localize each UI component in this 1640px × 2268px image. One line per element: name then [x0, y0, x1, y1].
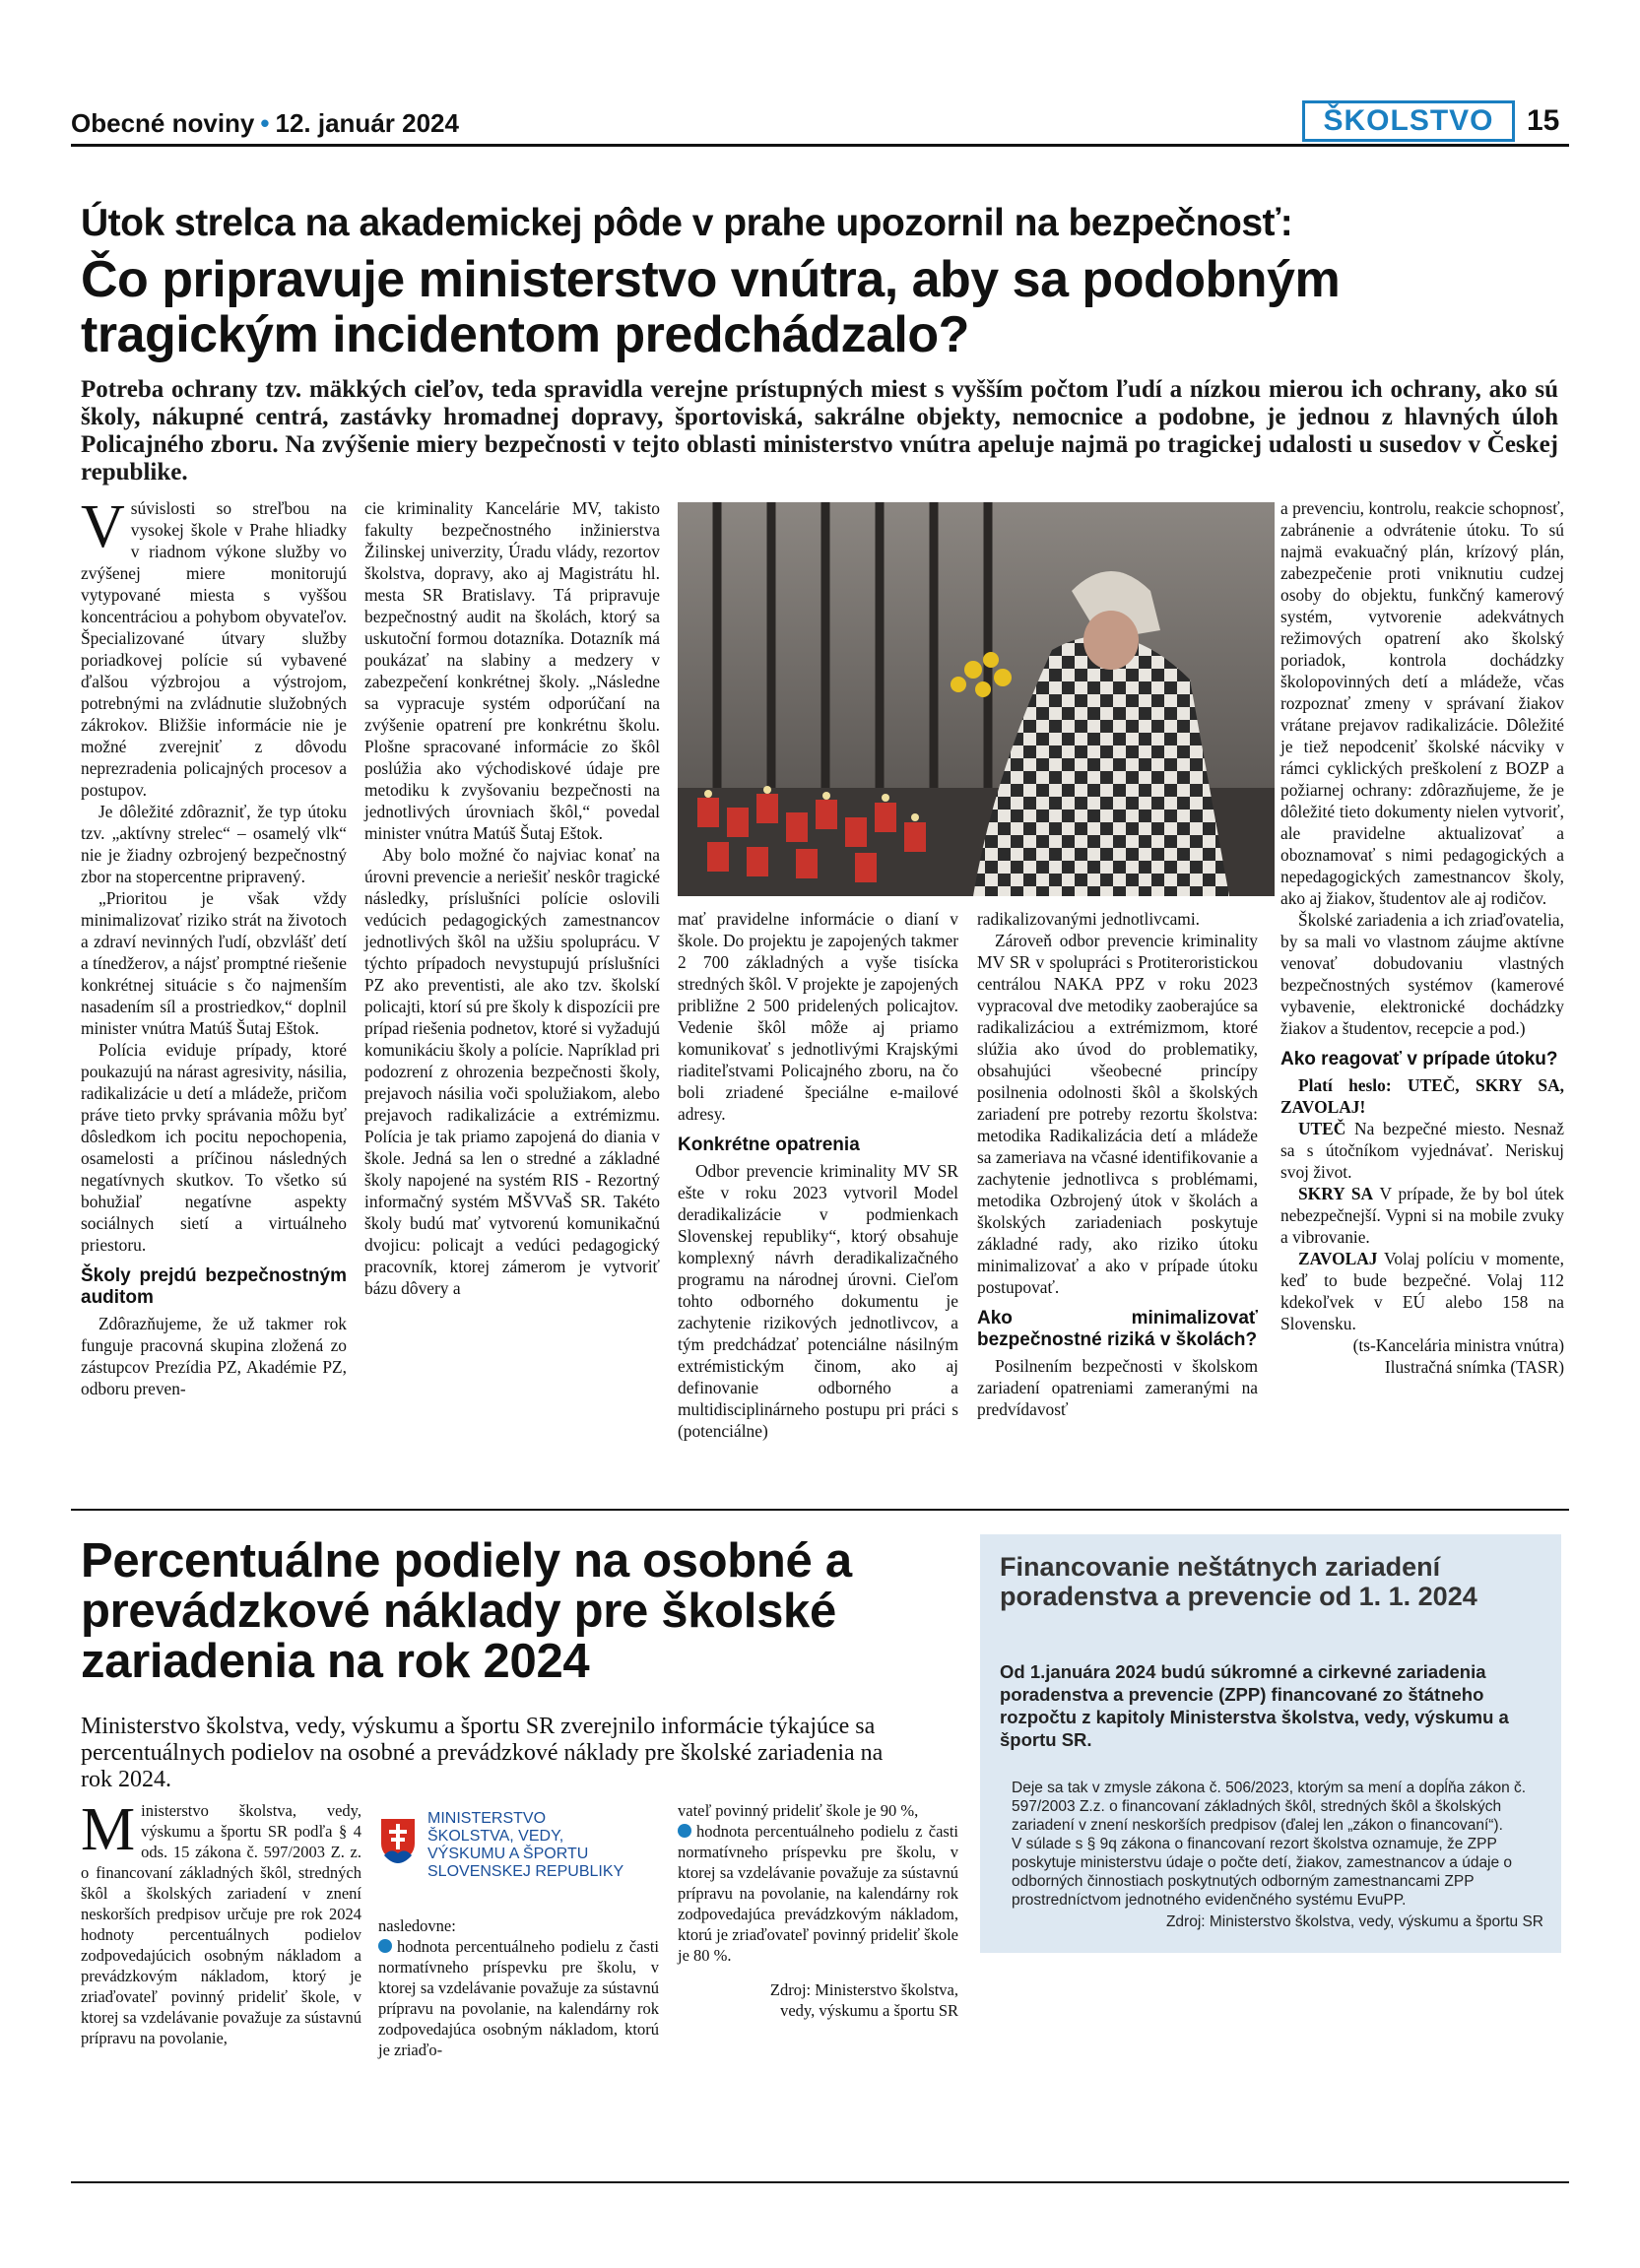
paragraph: Odbor prevencie kriminality MV SR ešte v roku 2023 vytvoril Model deradikalizácie v podmienkach Slovenskej republiky“, ktorý obsahuje komplexný návrh deradikalizačného programu na národnej úrovni. Cieľom tohto odborného dokumentu je zachytenie rizikových jednotlivcov, a tým predchádzať potenciálne násilným extrémistickým činom, ako aj definovanie odborného a multidisciplinárneho postupu pri práci s (potenciálne) — [678, 1161, 958, 1441]
article1-column-4 — [977, 908, 1258, 1420]
page-number: 15 — [1527, 104, 1560, 137]
paragraph: ZAVOLAJ Volaj políciu v momente, keď to bude bezpečné. Volaj 112 kdekoľvek v EÚ alebo 158 na Slovensku. — [1280, 1249, 1564, 1333]
article1-column-2 — [364, 497, 660, 1299]
bullet-icon — [678, 1824, 691, 1838]
paragraph: Polícia eviduje prípady, ktoré poukazujú na nárast agresivity, násilia, radikalizácie u detí a mládeže, pričom práve tieto prvky správania môžu byť dôsledkom ich pocitu nepochopenia, osamelosti a príčinou následných negatívnych skutkov. To všetko sú bohužiaľ negatívne aspekty sociálnych sietí a virtuálneho priestoru. — [81, 1040, 347, 1255]
memorial-photo — [678, 502, 1275, 896]
article1-lead: Potreba ochrany tzv. mäkkých cieľov, teda spravidla verejne prístupných miest s vyšším počtom ľudí a nízkou mierou ich ochrany, ako sú školy, nákupné centrá, zastávky hromadnej dopravy, športoviská, sakrálne objekty, nemocnice a podobne, je jednou z hlavných úloh Policajného zboru. Na zvýšenie miery bezpečnosti v tejto oblasti ministerstvo vnútra apeluje najmä po tragickej udalosti u susedov v Českej republike. — [81, 376, 1558, 486]
paragraph: Platí heslo: UTEČ, SKRY SA, ZAVOLAJ! — [1280, 1075, 1564, 1117]
article2-lead: Ministerstvo školstva, vedy, výskumu a športu SR zverejnilo informácie týkajúce sa percentuálnych podielov na osobné a prevádzkové náklady pre školské zariadenia na rok 2024. — [81, 1714, 884, 1792]
dropcap: M — [81, 1796, 136, 1863]
paragraph: Zároveň odbor prevencie kriminality MV SR v spolupráci s Protiteroristickou centrálou NAKA PPZ v roku 2023 vypracoval dve metodiky zaoberajúce sa radikalizáciou a extrémizmom, ktoré slúžia ako úvod do problematiky, obsahujúci všeobecné princípy posilnenia odolnosti škôl a školských zariadení pre potreby rezortu školstva: metodika Radikalizácia detí a mládeže sa zameriava na včasné identifikovanie a zachytenie jednotlivca s problémami, metodika Ozbrojený útok v školách a školských zariadeniach poskytuje základné rady, ako riziko útoku minimalizovať a ako v prípade útoku postupovať. — [977, 931, 1258, 1297]
article2-column-2 — [378, 1915, 659, 2060]
article2-headline: Percentuálne podiely na osobné a prevádzkové náklady pre školské zariadenia na rok 2024 — [81, 1534, 852, 1688]
subheading: Ako reagovať v prípade útoku? — [1280, 1049, 1558, 1069]
footer-rule — [71, 2181, 1569, 2183]
dropcap: V — [81, 493, 125, 560]
logo-line: ŠKOLSTVA, VEDY, — [427, 1828, 564, 1845]
article1-column-1 — [81, 493, 347, 1399]
logo-line: VÝSKUMU A ŠPORTU — [427, 1846, 589, 1862]
paragraph: Aby bolo možné čo najviac konať na úrovni prevencie a neriešiť neskôr tragické následky, príslušníci polície oslovili vedúcich pedagogických zamestnancov jednotlivých škôl na užšiu spoluprácu. V týchto prípadoch nevystupujú príslušníci PZ ako preventisti, ale ako tzv. školskí policajti, ktorí sú pre školy k dispozícii pre prípad riešenia podnetov, ktoré si vyžadujú komunikáciu školy a polície. Napríklad pri podozrení z ohrozenia bezpečnosti školy, prejavoch násilia voči spolužiakom, alebo prejavoch radikalizácie a extrémizmu. Polícia je tak priamo zapojená do diania v škole. Jedná sa len o stredné a základné školy napojené na systém RIS - Rezortný informačný systém MŠVVaŠ SR. Takéto školy budú mať vytvorenú komunikačnú dvojicu: policajt a vedúci pedagogický pracovník, ktorej zámerom je vytvoriť bázu dôvery a — [364, 845, 660, 1298]
source-line: vedy, výskumu a športu SR — [780, 2001, 958, 2020]
subheading: Ako minimalizovať bezpečnostné riziká v školách? — [977, 1308, 1258, 1350]
section-tag: ŠKOLSTVO — [1302, 100, 1515, 142]
info-box-source: Zdroj: Ministerstvo školstva, vedy, výskumu a športu SR — [1165, 1913, 1543, 1930]
paragraph: Je dôležité zdôrazniť, že typ útoku tzv. „aktívny strelec“ – osamelý vlk“ nie je žiadny ozbrojený bezpečnostný zbor na stopercentne pripravený. — [81, 802, 347, 886]
subheading: Konkrétne opatrenia — [678, 1134, 860, 1155]
credit: (ts-Kancelária ministra vnútra) — [1352, 1335, 1564, 1355]
credit: Ilustračná snímka (TASR) — [1384, 1357, 1564, 1377]
article1-kicker: Útok strelca na akademickej pôde v prahe upozornil na bezpečnosť: — [81, 202, 1293, 244]
logo-line: MINISTERSTVO — [427, 1810, 547, 1827]
paragraph: Vsúvislosti so streľbou na vysokej škole v Prahe hliadky v riadnom výkone služby vo zvýšenej miere monitorujú vytypované miesta s vyššou koncentráciou a pohybom obyvateľov. Špecializované útvary služby poriadkovej polície sú vybavené ďalšou výzbrojou a výstrojom, potrebnými na zvládnutie služobných zákrokov. Bližšie informácie nie je možné zverejniť z dôvodu neprezradenia policajných procesov a postupov. — [81, 493, 347, 800]
article2-column-1 — [81, 1796, 361, 2048]
info-box-lead: Od 1.januára 2024 budú súkromné a cirkevné zariadenia poradenstva a prevencie (ZPP) financované zo štátneho rozpočtu z kapitoly Ministerstva školstva, vedy, výskumu a športu SR. — [1000, 1661, 1509, 1750]
info-box-body — [1012, 1779, 1543, 1910]
paragraph: Zdôrazňujeme, že už takmer rok funguje pracovná skupina zložená zo zástupcov Prezídia PZ, Akadémie PZ, odboru preven- — [81, 1314, 347, 1398]
subheading: Školy prejdú bezpečnostným auditom — [81, 1265, 347, 1308]
memorial-photo-illustration — [678, 502, 1275, 896]
slovak-coat-of-arms-icon — [378, 1816, 418, 1865]
paragraph: UTEČ Na bezpečné miesto. Nesnaž sa s útočníkom vyjednávať. Neriskuj svoj život. — [1280, 1119, 1564, 1182]
article1-column-3 — [678, 908, 958, 1442]
info-box — [980, 1534, 1561, 1953]
paragraph: Posilnením bezpečnosti v školskom zariadení opatreniami zameranými na predvídavosť — [977, 1356, 1258, 1419]
paragraph: „Prioritou je však vždy minimalizovať riziko strát na životoch a zdraví nevinných ľudí, obzvlášť detí a tínedžerov, a nájsť promptné riešenie konkrétnej situácie s čo najmenším nasadením síl a prostriedkov,“ doplnil minister vnútra Matúš Šutaj Eštok. — [81, 888, 347, 1038]
info-box-title: Financovanie neštátnych zariadení poradenstva a prevencie od 1. 1. 2024 — [1000, 1552, 1477, 1611]
article1-column-5 — [1280, 497, 1564, 1378]
paragraph: a prevenciu, kontrolu, reakcie schopnosť, zabránenie a odvrátenie útoku. To sú najmä evakuačný plán, krízový plán, zabezpečenie proti vniknutiu cudzej osoby do objektu, funkčný kamerový systém, vytvorenie adekvátnych režimových opatrení ako školský poriadok, kontrola dochádzky školopovinných detí a mládeže, včas rozpoznať zmeny v správaní žiakov vrátane prejavov radikalizácie. Dôležité je tiež nepodceniť školské nácviky v rámci cyklických preškolení z BOZP a požiarnej ochrany: zdôrazňujeme, že je dôležité tieto dokumenty nielen vytvoriť, ale pravidelne aktualizovať a oboznamovať s nimi pedagogických a nepedagogických zamestnancov školy, ako aj žiakov, študentov ale aj rodičov. — [1280, 498, 1564, 908]
article1-headline: Čo pripravuje ministerstvo vnútra, aby sa podobným tragickým incidentom predchádzalo? — [81, 251, 1341, 363]
list-item: hodnota percentuálneho podielu z časti normatívneho príspevku pre školu, v ktorej sa vzdelávanie považuje za sústavnú prípravu na povolanie, na kalendárny rok zodpovedajúca osobným nákladom, ktorú je zriaďo- — [378, 1937, 659, 2059]
paragraph: radikalizovanými jednotlivcami. — [977, 909, 1201, 929]
paragraph: Deje sa tak v zmysle zákona č. 506/2023, ktorým sa mení a dopĺňa zákon č. 597/2003 Z.z. o financovaní základných škôl, stredných škôl a školských zariadení v znení neskorších predpisov (ďalej len „zákon o financovaní“). — [1012, 1780, 1527, 1834]
article2-column-3 — [678, 1800, 958, 2021]
paragraph: vateľ povinný prideliť škole je 90 %, — [678, 1801, 919, 1820]
paragraph: Ministerstvo školstva, vedy, výskumu a športu SR podľa § 4 ods. 15 zákona č. 597/2003 Z. z. o financovaní základných škôl, stredných škôl a školských zariadení v znení neskorších predpisov určuje pre rok 2024 hodnoty percentuálnych podielov zodpovedajúcich osobným nákladom a prevádzkovým nákladom, ktorý je zriaďovateľ povinný prideliť škole, v ktorej sa vzdelávanie považuje za sústavnú prípravu na povolanie, — [81, 1796, 361, 2047]
paragraph: SKRY SA V prípade, že by bol útek nebezpečnejší. Vypni si na mobile zvuky a vibrovanie. — [1280, 1184, 1564, 1247]
list-item: hodnota percentuálneho podielu z časti normatívneho príspevku pre školu, v ktorej sa vzdelávanie považuje za sústavnú prípravu na povolanie, na kalendárny rok zodpovedajúca prevádzkovým nákladom, ktorú je zriaďovateľ povinný prideliť škole je 80 %. — [678, 1822, 958, 1965]
bullet-icon — [378, 1939, 392, 1953]
paragraph: cie kriminality Kancelárie MV, takisto fakulty bezpečnostného inžinierstva Žilinskej univerzity, Úradu vlády, rezortov školstva, dopravy, ako aj Magistrátu hl. mesta SR Bratislavy. Tá pripravuje bezpečnostný audit na školách, ktorý sa uskutoční formou dotazníka. Dotazník má poukázať na slabiny a medzery v zabezpečení konkrétnej školy. „Následne sa vypracuje systém odporúčaní na zvýšenie opatrení pre konkrétnu školu. Plošne spracované informácie zo škôl poslúžia ako východiskové údaje pre metodiku k zvyšovaniu bezpečnosti na jednotlivých úrovniach škôl,“ povedal minister vnútra Matúš Šutaj Eštok. — [364, 498, 660, 843]
paragraph: nasledovne: — [378, 1916, 456, 1935]
issue-date: 12. január 2024 — [275, 108, 459, 138]
paragraph: V súlade s § 9q zákona o financovaní rezort školstva oznamuje, že ZPP poskytuje ministerstvu údaje o počte detí, žiakov, zamestnancov a údaje o odborných činnostiach poskytnutých odborným zamestnancami ZPP prostredníctvom jednotného evidenčného systému EvuPP. — [1012, 1836, 1513, 1909]
logo-line: SLOVENSKEJ REPUBLIKY — [427, 1863, 624, 1880]
bullet-dot-icon: • — [260, 108, 270, 138]
paragraph: Školské zariadenia a ich zriaďovatelia, by sa mali vo vlastnom záujme aktívne venovať dobudovaniu vlastných bezpečnostných systémov (kamerové vybavenie, elektronické dochádzky žiakov a študentov, recepcie a pod.) — [1280, 910, 1564, 1038]
paragraph: mať pravidelne informácie o dianí v škole. Do projektu je zapojených takmer 2 700 základných a vyše tisícka stredných škôl. V projekte je zapojených približne 2 500 pridelených policajtov. Vedenie škôl môže aj priamo komunikovať s jednotlivými Krajskými riaditeľstvami Policajného zboru, na čo boli zriadené špeciálne e-mailové adresy. — [678, 909, 958, 1124]
section-divider — [71, 1509, 1569, 1511]
header-rule — [71, 144, 1569, 147]
masthead — [71, 108, 459, 139]
ministry-logo — [378, 1810, 664, 1889]
source-line: Zdroj: Ministerstvo školstva, — [769, 1980, 958, 1999]
paper-name: Obecné noviny — [71, 108, 255, 138]
